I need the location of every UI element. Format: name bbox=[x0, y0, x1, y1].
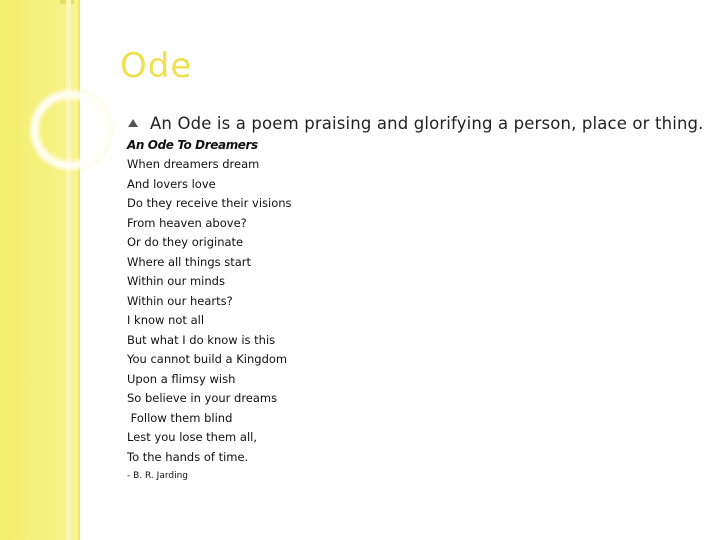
poem-line: When dreamers dream bbox=[127, 157, 260, 171]
poem-lines bbox=[127, 155, 292, 467]
poem-line: Follow them blind bbox=[127, 410, 233, 425]
slide-title: Ode bbox=[120, 46, 193, 86]
poem-line: Lest you lose them all, bbox=[127, 430, 257, 444]
poem-line: From heaven above? bbox=[127, 215, 247, 230]
poem-author: - B. R. Jarding bbox=[127, 471, 189, 481]
poem-line: Or do they originate bbox=[127, 235, 244, 249]
definition-bullet bbox=[128, 114, 704, 133]
poem-line: But what I do know is this bbox=[127, 332, 276, 347]
poem-line: So believe in your dreams bbox=[127, 391, 278, 405]
definition-text: An Ode is a poem praising and glorifying a person, place or thing. bbox=[150, 114, 704, 133]
poem-line: Upon a flimsy wish bbox=[127, 371, 236, 386]
bullet-icon bbox=[128, 119, 140, 129]
poem-line: You cannot build a Kingdom bbox=[127, 352, 288, 366]
poem-line: Within our hearts? bbox=[127, 293, 233, 308]
poem-line: Where all things start bbox=[127, 254, 252, 269]
decorative-inner-ring-icon bbox=[34, 94, 106, 166]
poem-line: Do they receive their visions bbox=[127, 196, 292, 210]
poem-line: Within our minds bbox=[127, 274, 225, 288]
poem-line: I know not all bbox=[127, 313, 205, 327]
poem-title: An Ode To Dreamers bbox=[127, 138, 258, 152]
poem-line: And lovers love bbox=[127, 176, 216, 191]
poem-line: To the hands of time. bbox=[127, 449, 249, 464]
